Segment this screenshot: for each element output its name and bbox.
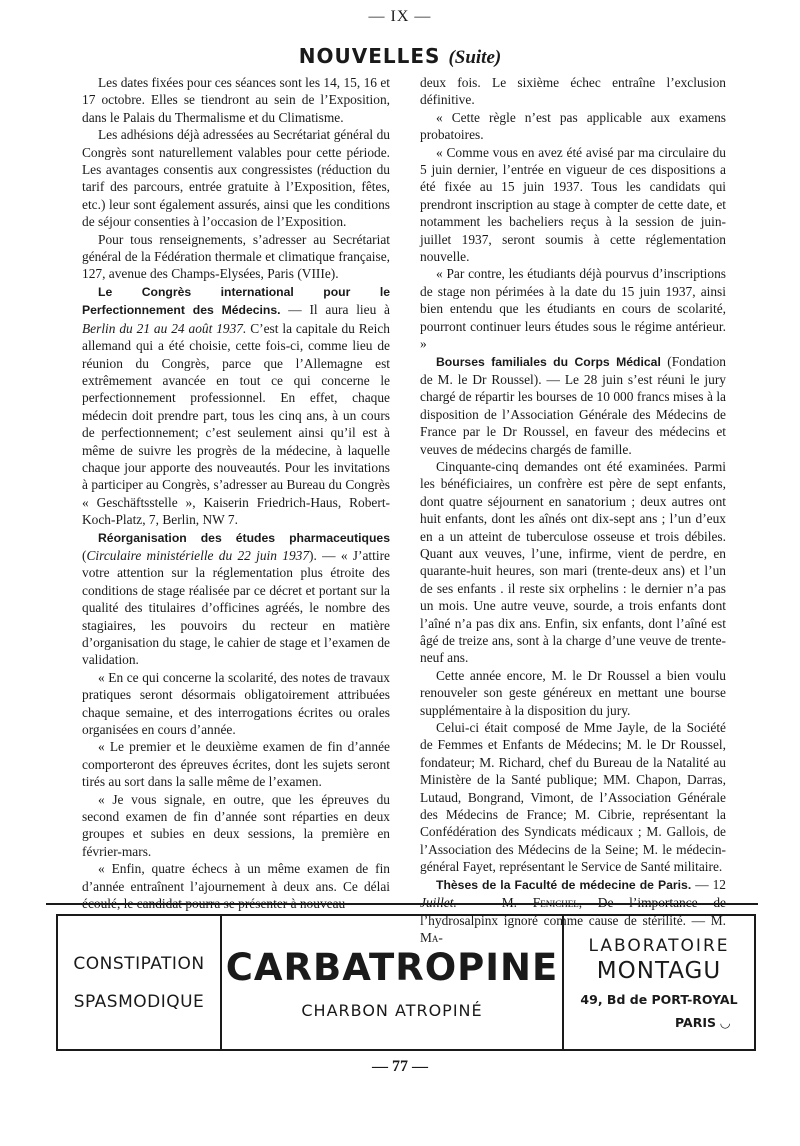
roman-page-number: — IX — bbox=[368, 8, 432, 25]
title-suffix: (Suite) bbox=[448, 47, 502, 68]
news-heading: Bourses familiales du Corps Médical bbox=[436, 354, 661, 369]
advertisement-box bbox=[56, 914, 756, 1051]
paragraph: « Cette règle n’est pas applicable aux examens probatoires. bbox=[420, 109, 726, 143]
paragraph: « En ce qui concerne la scolarité, des notes de travaux pratiques seront désormais obligatoirement attribuées chaque semaine, et des interrogations écrites ou orales organisées en cours d’année. bbox=[82, 669, 390, 738]
ad-indication-line: CONSTIPATION bbox=[73, 953, 205, 974]
paragraph: Les dates fixées pour ces séances sont les 14, 15, 16 et 17 octobre. Elles se tiendront au sein de l’Exposition, dans le Palais du Thermalisme et du Climatisme. bbox=[82, 75, 390, 125]
ad-lab-line: LABORATOIRE bbox=[588, 935, 730, 956]
news-heading: Thèses de la Faculté de médecine de Paris. bbox=[436, 877, 692, 892]
ad-product-subtitle: CHARBON ATROPINÉ bbox=[301, 1000, 483, 1020]
paragraph: « Par contre, les étudiants déjà pourvus d’inscriptions de stage non périmées à la date du 15 juin 1937, ainsi bien entendu que les étudiants en cours de scolarité, pourront continuer leurs études sous le régime antérieur. » bbox=[420, 266, 726, 352]
ad-indication bbox=[58, 916, 222, 1049]
paragraph: Celui-ci était composé de Mme Jayle, de la Société de Femmes et Enfants de Médecins; M. le Dr Roussel, fondateur; M. Richard, chef du Bureau de la Natalité au Ministère de la Santé publique; MM. Chapon, Darras, Lutaud, Bongrand, Vimont, de l’Association Générale des Médecins de France; M. Cibrie, représentant la Confédération des Syndicats médicaux ; M. Gallois, de l’Association des Médecins de la Seine; M. le médecin-général Fayet, représentant le Service de Santé militaire. bbox=[420, 720, 726, 875]
paragraph: Cinquante-cinq demandes ont été examinées. Parmi les bénéficiaires, un confrère est père de sept enfants, dont quatre séjournent en sanatorium ; deux autres ont huit enfants, dont les aînés ont dix-sept ans ; l’un d’eux en a un atteint de tuberculose osseuse et trois débiles. Quant aux veuves, l’une, infirme, vient de perdre, en quarante-huit heures, son mari (trente-deux ans) et l’un de ses enfants . il reste six orphelins : le dernier n’a pas un mois. Une autre veuve, sourde, a trois enfants dont l’aîné n’a pas dix ans. Enfin, six enfants, dont l’aîné est âgé de treize ans, sont à la charge d’une veuve de trente-neuf ans. bbox=[420, 458, 726, 666]
paragraph: « Le premier et le deuxième examen de fin d’année comporteront des épreuves écrites, dont les sujets seront tirés au sort dans la salle même de l’examen. bbox=[82, 739, 390, 790]
news-item-congres: Le Congrès international pour le Perfectionnement des Médecins. — Il aura lieu à Berlin du 21 au 24 août 1937. C’est la capitale du Reich allemand qui a été choisie, cette fois-ci, comme lieu de réunion du Congrès, parce que l’Allemagne est extrêmement avancée en tout ce qui concerne le perfectionnement professionnel. En effet, chaque médecin doit prendre part, tous les cinq ans, à un cours de perfectionnement; c’est seulement ainsi qu’il est à même de suivre les progrès de la médecine, à laquelle chaque jour apporte des nouveautés. Pour les invitations à participer au Congrès, s’adresser au Bureau du Congrès « Geschäftsstelle », Kaiserin Friedrich-Haus, Robert-Koch-Platz, 7, Berlin, NW 7. bbox=[82, 284, 391, 528]
ad-address: 49, Bd de PORT-ROYAL bbox=[580, 991, 738, 1007]
news-heading: Réorganisation des études pharmaceutiques bbox=[98, 530, 390, 545]
page-number: — 77 — bbox=[372, 1058, 428, 1075]
ornament-icon: ◡ bbox=[720, 1014, 730, 1030]
ad-lab-name: MONTAGU bbox=[596, 957, 722, 984]
paragraph: « Comme vous en avez été avisé par ma circulaire du 5 juin dernier, l’entrée en vigueur de ces dispositions a été fixée au 15 juin 1937. Tous les candidats qui prendront inscription au stage à compter de cette date, et notamment les bacheliers reçus à la session de juin-juillet 1937, seront soumis à cette réglementation nouvelle. bbox=[420, 144, 726, 265]
paragraph: deux fois. Le sixième échec entraîne l’exclusion définitive. bbox=[420, 75, 726, 108]
paragraph: « Je vous signale, en outre, que les épreuves du second examen de fin d’année sont réparties en deux groupes et subies en deux sessions, la première en février-mars. bbox=[82, 791, 390, 859]
divider bbox=[46, 903, 758, 905]
paragraph: Pour tous renseignements, s’adresser au Secrétariat général de la Fédération thermale et climatique française, 127, avenue des Champs-Elysées, Paris (VIIIe). bbox=[82, 231, 390, 282]
paragraph: « Enfin, quatre échecs à un même examen de fin d’année entraînent l’ajournement à deux ans. Ce délai écoulé, le candidat pourra se présenter à nouveau bbox=[82, 861, 390, 912]
news-item-theses: Thèses de la Faculté de médecine de Paris. — 12 Juillet. — M. Fenichel, De l’importance de l’hydrosalpinx ignoré comme cause de stérilité. — M. Ma- bbox=[420, 876, 726, 945]
title-text: NOUVELLES bbox=[298, 44, 441, 68]
news-heading: Le Congrès international pour le Perfectionnement des Médecins. bbox=[82, 284, 390, 318]
paragraph: Cette année encore, M. le Dr Roussel a bien voulu renouveler son geste généreux en mettant une bourse supplémentaire à la disposition du jury. bbox=[420, 667, 726, 718]
ad-city: PARIS ◡ bbox=[675, 1014, 730, 1030]
right-column bbox=[420, 74, 726, 946]
ad-brand-name: CARBATROPINE bbox=[225, 945, 559, 989]
ad-product bbox=[222, 916, 562, 1049]
left-column bbox=[82, 74, 390, 913]
news-item-bourses: Bourses familiales du Corps Médical (Fondation de M. le Dr Roussel). — Le 28 juin s’est réuni le jury chargé de répartir les bourses de 10 000 francs mises à la disposition de l’Association Générale des Médecins de France par le Dr Roussel, en faveur des médecins et veuves de médecins chargés de famille. bbox=[420, 353, 726, 457]
news-item-pharmacie: Réorganisation des études pharmaceutiques (Circulaire ministérielle du 22 juin 1937). — « J’attire votre attention sur la réglementation plus étroite des conditions de stage réalisée par ce décret et portant sur la qualité des titulaires d’officines agréés, le nombre des stagiaires, les pouvoirs du recteur en matière d’organisation du stage, le cahier de stage et l’examen de validation. bbox=[82, 530, 390, 668]
page-title bbox=[0, 44, 800, 69]
ad-indication-line: SPASMODIQUE bbox=[73, 991, 205, 1012]
ad-laboratory bbox=[562, 916, 754, 1049]
paragraph: Les adhésions déjà adressées au Secrétariat général du Congrès sont naturellement valables pour cette période. Les avantages consentis aux congressistes (réduction du tarif des parcours, entrée gratuite à l’Exposition, fêtes, etc.) leur sont également assurés, ainsi que les conditions de séjour consenties à l’occasion de l’Exposition. bbox=[82, 127, 390, 230]
